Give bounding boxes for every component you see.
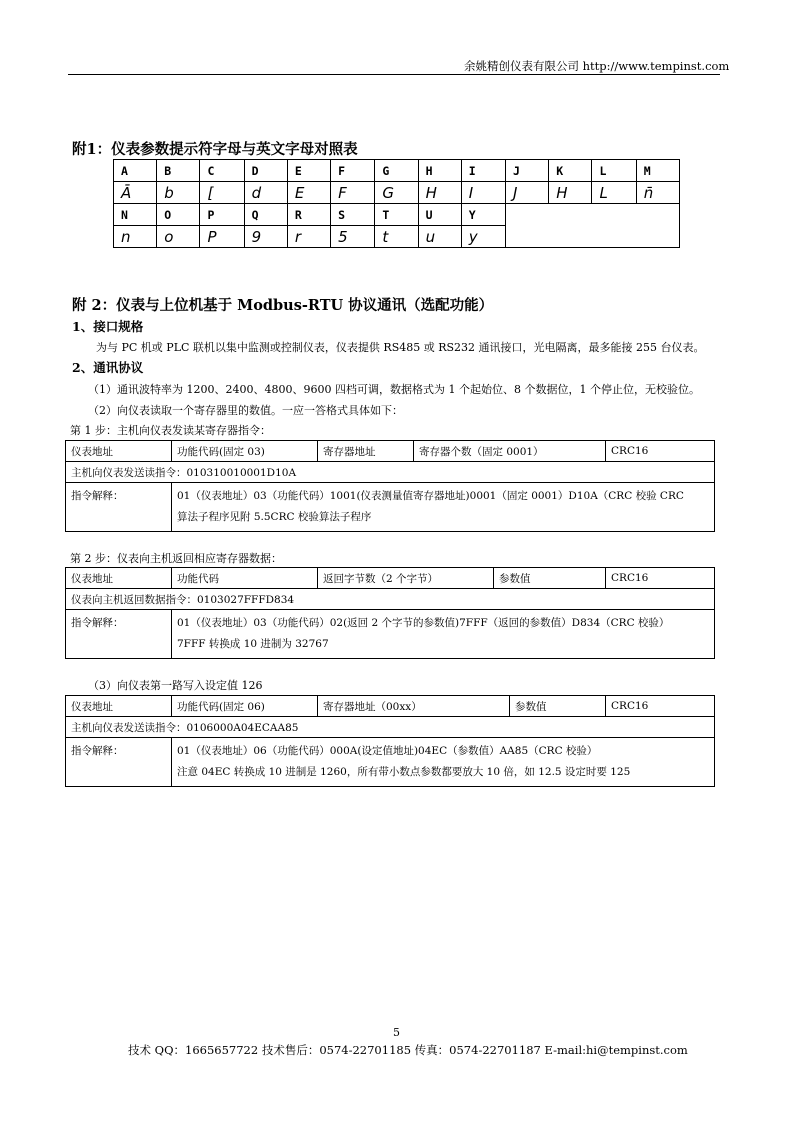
table-cell: CRC16 [606, 441, 715, 462]
table-cell: 仪表地址 [66, 568, 172, 589]
table-cell: 返回字节数（2 个字节） [318, 568, 494, 589]
explanation-cell [172, 610, 715, 659]
step2-label: 第 2 步：仪表向主机返回相应寄存器数据： [70, 552, 282, 565]
section-protocol-title: 2、通讯协议 [72, 360, 144, 375]
letter-cell: I [461, 160, 505, 182]
letter-cell: M [636, 160, 679, 182]
protocol-baud-text: （1）通讯波特率为 1200、2400、4800、9600 四档可调，数据格式为 1 个起始位、8 个数据位，1 个停止位，无校验位。 [88, 383, 700, 396]
protocol-read-text: （2）向仪表读取一个寄存器里的数值。一应一答格式具体如下： [88, 404, 403, 417]
table-row [66, 589, 715, 610]
letter-cell: J [506, 160, 549, 182]
segment-glyph-cell: b [157, 182, 200, 204]
command-cell: 主机向仪表发送读指令：010310010001D10A [66, 462, 715, 483]
letter-cell: K [549, 160, 592, 182]
segment-glyph-cell: [ [200, 182, 244, 204]
segment-glyph-cell: Ā [114, 182, 157, 204]
table-row [66, 738, 715, 787]
letter-cell: G [375, 160, 418, 182]
letter-cell: O [157, 204, 200, 226]
table-cell: 功能代码 [172, 568, 318, 589]
letter-row-1 [114, 160, 680, 182]
segment-glyph-cell: y [461, 226, 505, 248]
write-request-table [65, 695, 715, 787]
table-cell: 仪表地址 [66, 696, 172, 717]
segment-glyph-cell: d [244, 182, 287, 204]
letter-cell: Y [461, 204, 505, 226]
table-row [66, 610, 715, 659]
command-cell: 主机向仪表发送读指令：0106000A04ECAA85 [66, 717, 715, 738]
explanation-label: 指令解释： [66, 483, 172, 532]
table-cell: CRC16 [606, 696, 715, 717]
segment-glyph-cell: H [418, 182, 461, 204]
segment-glyph-cell: H [549, 182, 592, 204]
letter-cell: E [287, 160, 330, 182]
table-header-row [66, 696, 715, 717]
letter-cell: D [244, 160, 287, 182]
segment-glyph-cell: F [331, 182, 375, 204]
segment-glyph-cell: P [200, 226, 244, 248]
segment-glyph-cell: J [506, 182, 549, 204]
explanation-line: 01（仪表地址）06（功能代码）000A(设定值地址)04EC（参数值）AA85（CRC 校验） [177, 745, 598, 757]
header-divider [68, 74, 720, 75]
table-cell: 仪表地址 [66, 441, 172, 462]
letter-row-2 [114, 204, 680, 226]
segment-glyph-cell: G [375, 182, 418, 204]
appendix1-title: 附1：仪表参数提示符字母与英文字母对照表 [72, 141, 358, 158]
segment-glyph-cell: o [157, 226, 200, 248]
explanation-line: 算法子程序见附 5.5CRC 校验算法子程序 [177, 511, 372, 523]
table-header-row [66, 568, 715, 589]
letter-map-table [113, 159, 680, 248]
letter-cell: Q [244, 204, 287, 226]
letter-cell: H [418, 160, 461, 182]
header-company-url: 余姚精创仪表有限公司 http://www.tempinst.com [464, 59, 730, 73]
letter-cell: F [331, 160, 375, 182]
letter-cell: B [157, 160, 200, 182]
letter-cell: A [114, 160, 157, 182]
table-cell: 功能代码(固定 03) [172, 441, 318, 462]
segment-glyph-cell: E [287, 182, 330, 204]
step1-label: 第 1 步：主机向仪表发读某寄存器指令： [70, 424, 271, 437]
letter-cell: N [114, 204, 157, 226]
letter-cell: L [592, 160, 636, 182]
table-cell: 参数值 [510, 696, 606, 717]
read-request-table [65, 440, 715, 532]
table-cell: CRC16 [606, 568, 715, 589]
segment-glyph-cell: 5 [331, 226, 375, 248]
segment-glyph-cell: L [592, 182, 636, 204]
letter-cell: C [200, 160, 244, 182]
segment-row-1 [114, 182, 680, 204]
segment-glyph-cell: n [114, 226, 157, 248]
write-setpoint-text: （3）向仪表第一路写入设定值 126 [88, 679, 263, 692]
table-cell: 功能代码(固定 06) [172, 696, 318, 717]
section-interface-title: 1、接口规格 [72, 319, 144, 334]
explanation-cell [172, 483, 715, 532]
segment-glyph-cell: r [287, 226, 330, 248]
explanation-line: 01（仪表地址）03（功能代码）02(返回 2 个字节的参数值)7FFF（返回的参数值）D834（CRC 校验） [177, 617, 670, 629]
explanation-label: 指令解释： [66, 610, 172, 659]
table-row [66, 717, 715, 738]
segment-glyph-cell: u [418, 226, 461, 248]
empty-cell [506, 204, 680, 248]
explanation-label: 指令解释： [66, 738, 172, 787]
explanation-line: 7FFF 转换成 10 进制为 32767 [177, 638, 329, 650]
table-header-row [66, 441, 715, 462]
footer-contact: 技术 QQ：1665657722 技术售后：0574-22701185 传真：0574-22701187 E-mail:hi@tempinst.com [128, 1043, 688, 1057]
table-cell: 寄存器地址 [318, 441, 414, 462]
appendix2-title: 附 2：仪表与上位机基于 Modbus-RTU 协议通讯（选配功能） [72, 297, 494, 314]
section-interface-text: 为与 PC 机或 PLC 联机以集中监测或控制仪表，仪表提供 RS485 或 RS232 通讯接口，光电隔离，最多能接 255 台仪表。 [96, 341, 705, 354]
explanation-cell [172, 738, 715, 787]
page-number: 5 [393, 1026, 400, 1039]
segment-glyph-cell: 9 [244, 226, 287, 248]
table-row [66, 483, 715, 532]
table-row [66, 462, 715, 483]
read-response-table [65, 567, 715, 659]
letter-cell: R [287, 204, 330, 226]
segment-glyph-cell: n̄ [636, 182, 679, 204]
letter-cell: U [418, 204, 461, 226]
table-cell: 参数值 [494, 568, 606, 589]
letter-cell: S [331, 204, 375, 226]
table-cell: 寄存器地址（00xx） [318, 696, 510, 717]
explanation-line: 注意 04EC 转换成 10 进制是 1260，所有带小数点参数都要放大 10 倍，如 12.5 设定时要 125 [177, 766, 631, 778]
segment-glyph-cell: I [461, 182, 505, 204]
table-cell: 寄存器个数（固定 0001） [414, 441, 606, 462]
letter-cell: P [200, 204, 244, 226]
letter-cell: T [375, 204, 418, 226]
explanation-line: 01（仪表地址）03（功能代码）1001(仪表测量值寄存器地址)0001（固定 0001）D10A（CRC 校验 CRC [177, 490, 684, 502]
command-cell: 仪表向主机返回数据指令：0103027FFFD834 [66, 589, 715, 610]
segment-glyph-cell: t [375, 226, 418, 248]
